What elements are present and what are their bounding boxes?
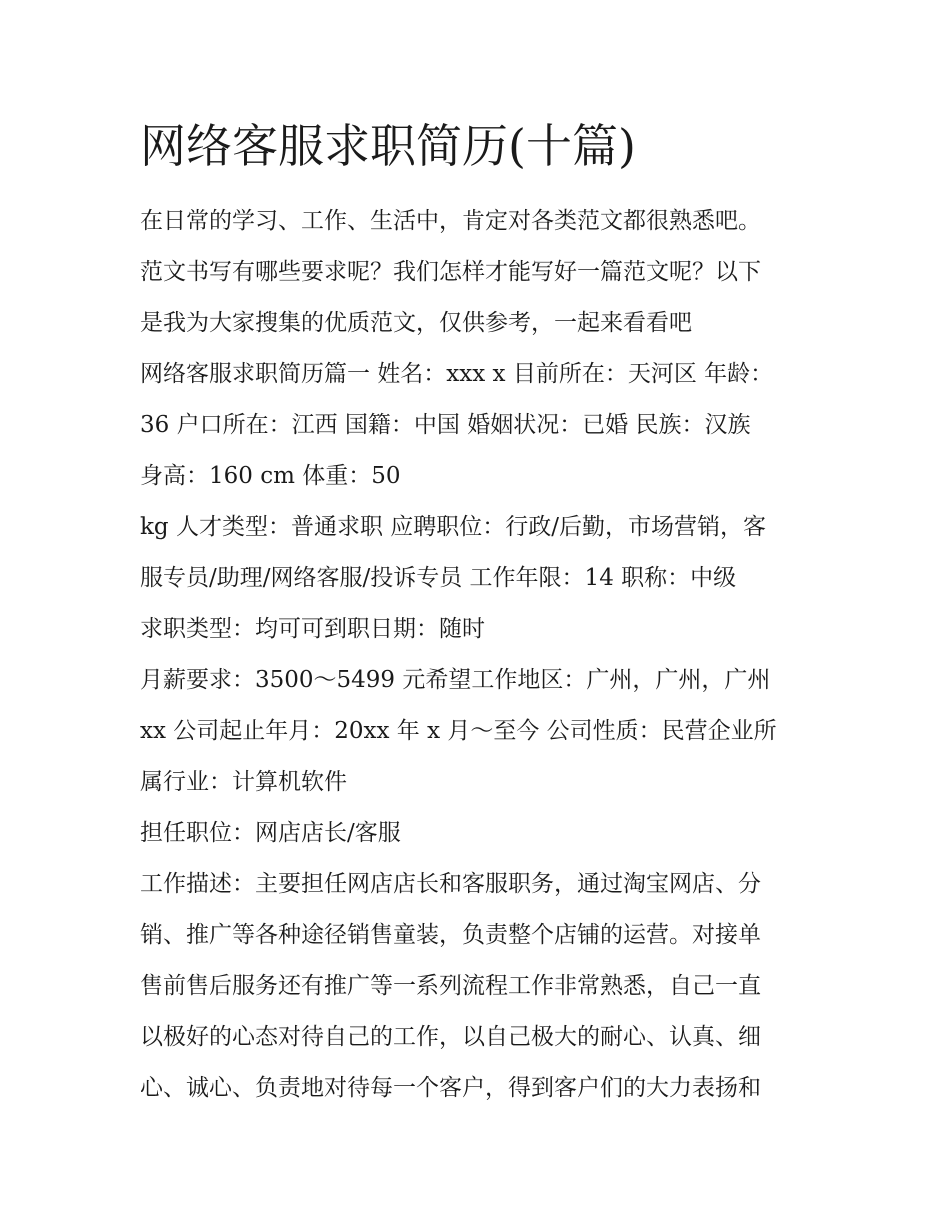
text-line: 担任职位：网店店长/客服: [140, 820, 401, 846]
text-line: 求职类型：均可可到职日期：随时: [140, 616, 485, 642]
text-line: 售前售后服务还有推广等一系列流程工作非常熟悉，自己一直: [140, 973, 761, 999]
text-line: 心、诚心、负责地对待每一个客户，得到客户们的大力表扬和: [140, 1075, 761, 1101]
text-line: 范文书写有哪些要求呢？我们怎样才能写好一篇范文呢？以下: [140, 259, 761, 285]
text-line: kg 人才类型：普通求职 应聘职位：行政/后勤，市场营销，客: [140, 514, 767, 540]
text-line: 月薪要求：3500～5499 元希望工作地区：广州，广州，广州: [140, 667, 771, 693]
text-line: 以极好的心态对待自己的工作，以自己极大的耐心、认真、细: [140, 1024, 761, 1050]
text-line: 工作描述：主要担任网店店长和客服职务，通过淘宝网店、分: [140, 871, 761, 897]
text-line: 是我为大家搜集的优质范文，仅供参考，一起来看看吧: [140, 310, 692, 336]
text-line: 服专员/助理/网络客服/投诉专员 工作年限：14 职称：中级: [140, 565, 737, 591]
document-body: [140, 196, 830, 1114]
text-line: 身高：160 cm 体重：50: [140, 463, 401, 489]
text-line: xx 公司起止年月：20xx 年 x 月～至今 公司性质：民营企业所: [140, 718, 777, 744]
page-title: 网络客服求职简历(十篇): [140, 119, 636, 173]
text-line: 网络客服求职简历篇一 姓名：xxx x 目前所在：天河区 年龄：: [140, 361, 774, 387]
text-line: 属行业：计算机软件: [140, 769, 347, 795]
text-line: 销、推广等各种途径销售童装，负责整个店铺的运营。对接单: [140, 922, 761, 948]
text-line: 在日常的学习、工作、生活中，肯定对各类范文都很熟悉吧。: [140, 208, 761, 234]
text-line: 36 户口所在：江西 国籍：中国 婚姻状况：已婚 民族：汉族: [140, 412, 751, 438]
